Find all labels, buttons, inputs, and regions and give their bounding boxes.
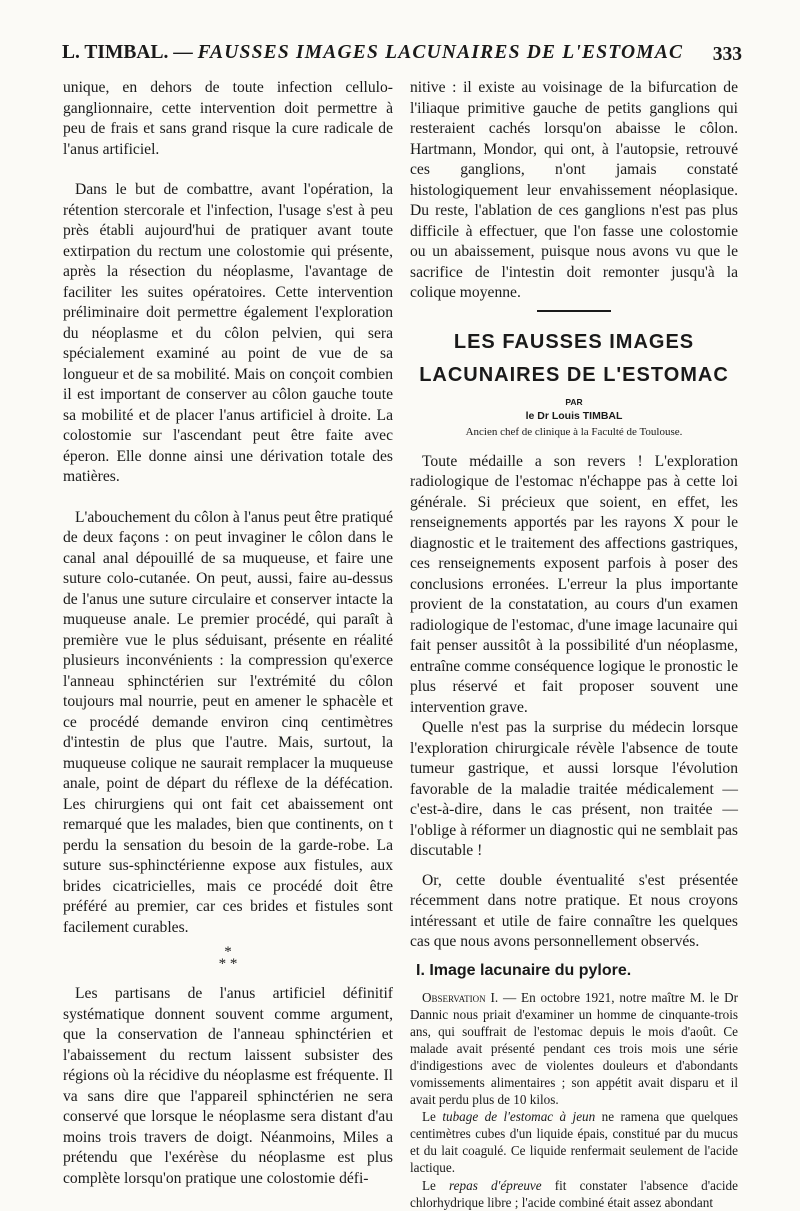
article-divider (537, 310, 611, 312)
tubage-paragraph: Le tubage de l'estomac à jeun ne ramena que quelques centimètres cubes d'un liquide épais, constitué par du mucus et du lait coagulé. Ce liquide renfermait seulement de l'acide lactique. (410, 1109, 738, 1176)
right-column (410, 78, 738, 1211)
observation-label: Observation I. (422, 989, 499, 1005)
right-paragraph-1: nitive : il existe au voisinage de la bifurcation de l'iliaque primitive gauche de petits ganglions qui resteraient cachés lorsqu'on abaisse le côlon. Hartmann, Mondor, qui ont, à l'autopsie, retrouvé ces ganglions, n'ont jamais constaté histologiquement leur envahissement néoplasique. Du reste, l'ablation de ces ganglions n'est pas plus difficile à effectuer, que l'on fasse une colostomie ou un abaissement, puisque nous avons vu que le sacrifice de l'intestin doit remonter jusqu'à la colique moyenne. (410, 79, 738, 301)
repas-paragraph: Le repas d'épreuve fit constater l'absence d'acide chlorhydrique libre ; l'acide combiné était assez abondant (410, 1177, 738, 1210)
header-running-title: FAUSSES IMAGES LACUNAIRES DE L'ESTOMAC (197, 42, 684, 63)
header-dash: — (173, 42, 193, 63)
author-affiliation: Ancien chef de clinique à la Faculté de Toulouse. (465, 425, 683, 438)
running-header (62, 42, 742, 64)
page-number: 333 (712, 44, 742, 65)
tubage-emphasis: tubage de l'estomac à jeun (442, 1109, 596, 1125)
left-column (63, 78, 393, 1189)
article-author: le Dr Louis TIMBAL (525, 409, 623, 422)
repas-emphasis: repas d'épreuve (449, 1177, 542, 1193)
observation-text: — En octobre 1921, notre maître M. le Dr Dannic nous priait d'examiner un homme de cinquante-trois ans, qui souffrait de l'estomac depuis le mois d'août. Ce malade avait présenté pendant ces trois mois une série d'indigestions avec de violentes douleurs et d'abondants vomissements alimentaires ; son appétit avait disparu et il avait perdu plus de 10 kilos. (410, 989, 738, 1108)
section-heading: I. Image lacunaire du pylore. (416, 961, 632, 979)
left-paragraph-3: L'abouchement du côlon à l'anus peut être pratiqué de deux façons : on peut invaginer le côlon dans le canal anal dépouillé de sa muqueuse, et faire une suture colo-cutanée. On peut, aussi, faire au-dessus de l'anus une suture circulaire et conserver intacte la muqueuse anale. Le premier procédé, qui paraît à première vue le plus séduisant, présente en réalité plusieurs inconvénients : la compression qu'exerce l'anneau sphinctérien sur l'extrémité du côlon toujours mal nourrie, peut en amener le sphacèle et ce procédé demande environ cinq centimètres d'intestin de plus que l'autre. Mais, surtout, la muqueuse colique ne saurait remplacer la muqueuse anale, point de départ du réflexe de la défécation. Les chirurgiens qui ont fait cet abaissement ont remarqué que les malades, bien que continents, on t perdu la sensation du besoin de la garde-robe. La suture sus-sphinctérienne expose aux fistules, aux brides cicatricielles, mais ce procédé doit être préféré au premier, car ces brides et fistules sont facilement curables. (63, 508, 393, 936)
header-author: L. TIMBAL. (62, 42, 169, 63)
left-paragraph-2: Dans le but de combattre, avant l'opération, la rétention stercorale et l'infection, l'usage s'est à peu près établi aujourd'hui de pratiquer avant toute extirpation du rectum une colostomie qui présente, après la résection du néoplasme, l'avantage de faciliter les suites opératoires. Cette intervention préliminaire doit permettre également l'exploration du néoplasme et du côlon pelvien, qui sera spécialement examiné au point de vue de sa longueur et de sa mobilité. Mais on conçoit combien il est important de conserver au côlon gauche toute sa mobilité et de placer l'anus artificiel à droite. La colostomie sur l'ascendant peut être faite avec éperon. Elle donne ainsi une dérivation totale des matières. (63, 181, 393, 485)
right-paragraph-2: Toute médaille a son revers ! L'exploration radiologique de l'estomac n'échappe pas à cette loi générale. Si précieux que soient, en effet, les renseignements apportés par les rayons X pour le diagnostic et le traitement des affections gastriques, ces renseignements exposent parfois à poser des conclusions erronées. L'erreur la plus importante provient de la constatation, au cours d'un examen radiologique de l'estomac, d'une image lacunaire qui fait penser aussitôt à la possibilité d'un néoplasme, entraîne comme conséquence logique le pronostic le plus réservé et fait proposer souvent une intervention grave. (410, 452, 738, 716)
section-asterism: * * * (218, 944, 238, 972)
observation-1 (410, 989, 738, 1109)
right-paragraph-4: Or, cette double éventualité s'est présentée récemment dans notre pratique. Et nous croyons intéressant et utile de faire connaître les quelques cas que nous avons personnellement observés. (410, 871, 738, 950)
right-paragraph-3: Quelle n'est pas la surprise du médecin lorsque l'exploration chirurgicale révèle l'absence de toute tumeur gastrique, et aussi lorsque l'évolution favorable de la maladie traitée médicalement — c'est-à-dire, dans le cas présent, non traitée — l'oblige à réformer un diagnostic qui ne semblait pas discutable ! (410, 719, 738, 859)
left-paragraph-4: Les partisans de l'anus artificiel définitif systématique donnent souvent comme argument, que la conservation de l'anneau sphinctérien et l'abaissement du rectum laissent subsister des régions où la récidive du néoplasme est fréquente. Il va sans dire que l'appareil sphinctérien ne sera conservé que lorsque le néoplasme sera distant d'au moins trois travers de doigt. Néanmoins, Miles a prétendu que l'exérèse du néoplasme est plus complète lorsqu'on pratique une colostomie défi- (63, 985, 393, 1187)
byline-par: PAR (565, 396, 583, 407)
left-paragraph-1: unique, en dehors de toute infection cellulo-ganglionnaire, cette intervention doit permettre à peu de frais et sans grand risque la cure radicale de l'anus artificiel. (63, 79, 393, 158)
article-title: LES FAUSSES IMAGES LACUNAIRES DE L'ESTOMAC (419, 330, 729, 386)
